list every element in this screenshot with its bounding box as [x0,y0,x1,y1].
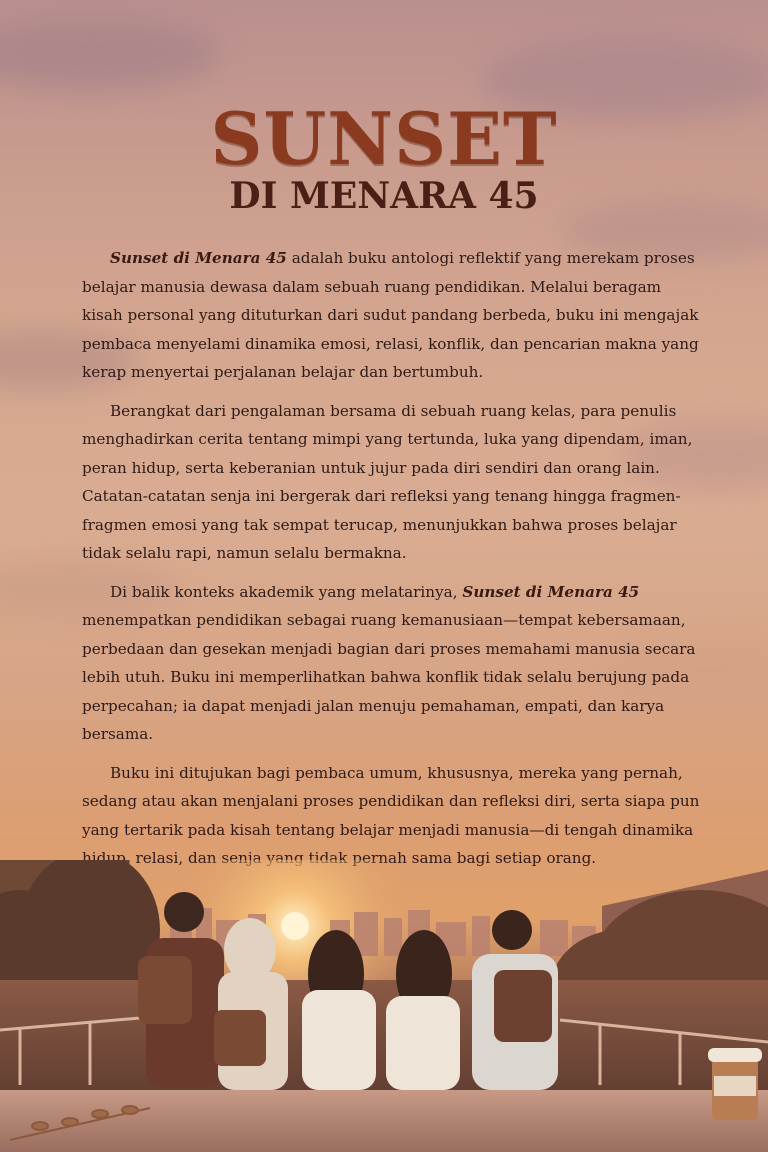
synopsis-paragraph-4: Buku ini ditujukan bagi pembaca umum, khususnya, mereka yang pernah, sedang atau akan menjalani proses pendidikan dan refleksi diri, serta siapa pun yang tertarik pada kisah tentang belajar menjadi manusia—di tengah dinamika hidup, relasi, dan senja yang tidak pernah sama bagi setiap orang. [82,763,700,867]
stone-ledge [0,1090,768,1152]
cloud [0,20,220,90]
synopsis-paragraph-2: Berangkat dari pengalaman bersama di sebuah ruang kelas, para penulis menghadirkan cerita tentang mimpi yang tertunda, luka yang dipendam, iman, peran hidup, serta keberanian untuk jujur pada diri sendiri dan orang lain. Catatan-catatan senja ini bergerak dari refleksi yang tenang hingga fragmen-fragmen emosi yang tak sempat terucap, menunjukkan bahwa proses belajar tidak selalu rapi, namun selalu bermakna. [82,401,693,562]
sun [281,912,309,940]
book-title-inline: Sunset di Menara 45 [110,249,287,267]
coffee-cup-icon [708,1048,762,1120]
synopsis-paragraph-3: Di balik konteks akademik yang melatarinya, Sunset di Menara 45 menempatkan pendidikan sebagai ruang kemanusiaan—tempat kebersamaan, perbedaan dan gesekan menjadi bagian dari proses memahami manusia secara lebih utuh. Buku ini memperlihatkan bahwa konflik tidak selalu berujung pada perpecahan; ia dapat menjadi jalan menuju pemahaman, empati, dan karya bersama. [82,582,696,743]
synopsis [82,244,702,883]
sunset-scene-illustration [0,860,768,1152]
book-title-inline: Sunset di Menara 45 [462,582,640,601]
synopsis-paragraph-1: Sunset di Menara 45 adalah buku antologi reflektif yang merekam proses belajar manusia dewasa dalam sebuah ruang pendidikan. Melalui beragam kisah personal yang dituturkan dari sudut pandang berbeda, buku ini mengajak pembaca menyelami dinamika emosi, relasi, konflik, dan pencarian makna yang kerap menyertai perjalanan belajar dan bertumbuh. [82,249,699,381]
book-title: SUNSET [210,96,558,181]
book-subtitle: DI MENARA 45 [229,175,539,217]
